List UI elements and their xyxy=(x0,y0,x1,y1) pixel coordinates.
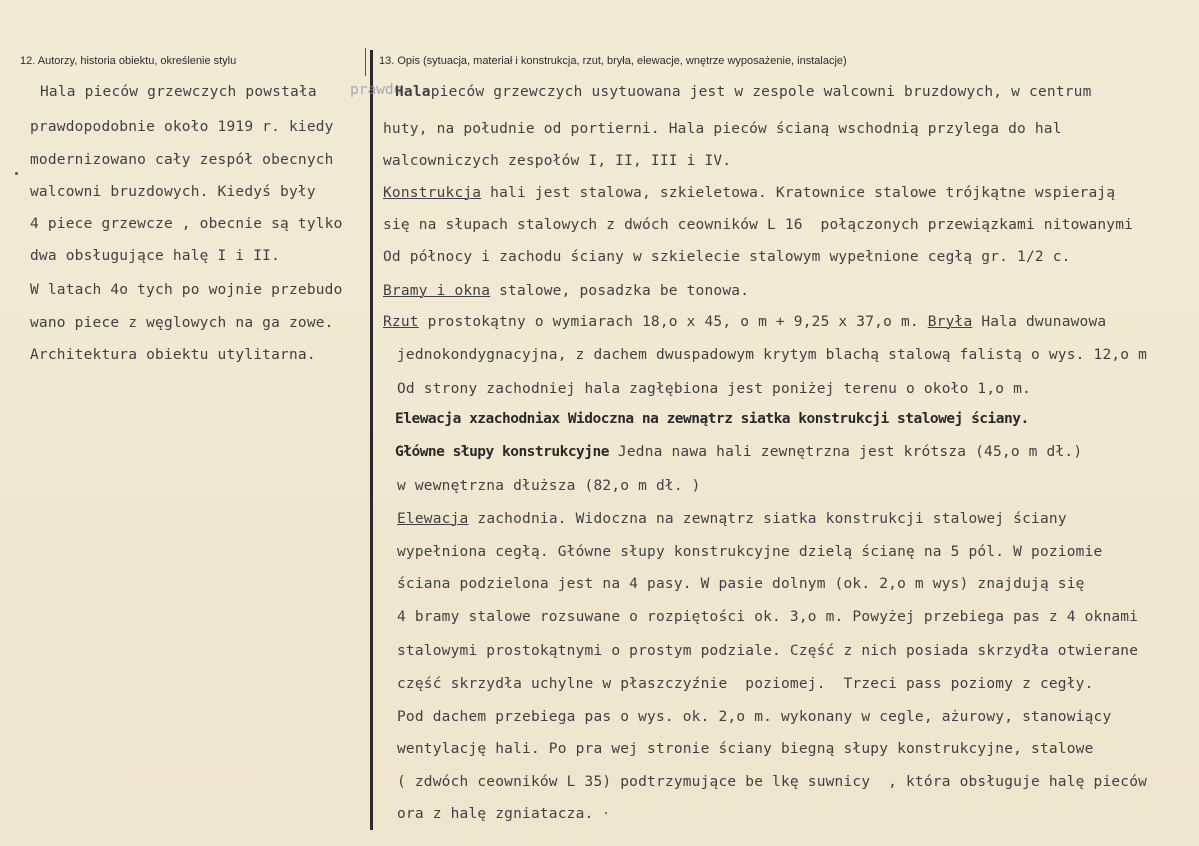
left-line-3: modernizowano cały zespół obecnych xyxy=(30,152,334,168)
ink-mark xyxy=(15,172,18,175)
right-line-7-text: stalowe, posadzka be tonowa. xyxy=(490,283,750,299)
right-line-20: Pod dachem przebiega pas o wys. ok. 2,o m. wykonany w cegle, ażurowy, stanowiący xyxy=(397,709,1112,725)
heading-elewacja: Elewacja xyxy=(397,511,469,527)
right-line-1-text: pieców grzewczych usytuowana jest w zespole walcowni bruzdowych, w centrum xyxy=(430,84,1092,100)
header-description: 13. Opis (sytuacja, materiał i konstrukcja, rzut, bryła, elewacje, wnętrze wyposażenie, instalacje) xyxy=(379,55,847,67)
left-line-5: 4 piece grzewcze , obecnie są tylko xyxy=(30,216,343,232)
left-line-6: dwa obsługujące halę I i II. xyxy=(30,248,281,264)
left-line-1: Hala pieców grzewczych powstała xyxy=(40,84,317,100)
heading-bryla: Bryła xyxy=(927,314,973,330)
right-line-8 xyxy=(383,314,1106,330)
right-line-9: jednokondygnacyjna, z dachem dwuspadowym krytym blachą stalową falistą o wys. 12,o m xyxy=(397,347,1148,363)
left-line-4: walcowni bruzdowych. Kiedyś były xyxy=(30,184,316,200)
hala-word: Hala xyxy=(395,84,431,100)
left-line-8: wano piece z węglowych na ga zowe. xyxy=(30,315,334,331)
left-line-7: W latach 4o tych po wojnie przebudo xyxy=(30,282,343,298)
header-authors-history: 12. Autorzy, historia obiektu, określenie stylu xyxy=(20,55,237,67)
right-line-11-struck: Elewacja xzachodniax Widoczna na zewnątrz siatka konstrukcji stalowej ściany. xyxy=(395,411,1029,427)
right-line-4-text: hali jest stalowa, szkieletowa. Kratownice stalowe trójkątne wspierają xyxy=(481,185,1116,201)
column-divider-thin xyxy=(365,48,366,76)
right-line-8-text: prostokątny o wymiarach 18,o x 45, o m + 9,25 x 37,o m. xyxy=(418,314,928,330)
left-line-2: prawdopodobnie około 1919 r. kiedy xyxy=(30,119,334,135)
right-line-13: w wewnętrzna dłuższa (82,o m dł. ) xyxy=(397,478,701,494)
ink-mark xyxy=(605,812,607,814)
heading-konstrukcja: Konstrukcja xyxy=(383,185,482,201)
right-line-7 xyxy=(383,283,749,299)
right-line-6: Od północy i zachodu ściany w szkielecie stalowym wypełnione cegłą gr. 1/2 c. xyxy=(383,249,1071,265)
column-divider xyxy=(370,50,373,830)
right-line-4 xyxy=(383,185,1115,201)
right-line-23: ora z halę zgniatacza. xyxy=(397,806,594,822)
right-line-14 xyxy=(397,511,1067,527)
struck-out-text: Główne słupy konstrukcyjne xyxy=(395,444,609,460)
right-line-10: Od strony zachodniej hala zagłębiona jest poniżej terenu o około 1,o m. xyxy=(397,381,1032,397)
right-line-21: wentylację hali. Po pra wej stronie ściany biegną słupy konstrukcyjne, stalowe xyxy=(397,741,1094,757)
right-line-19: część skrzydła uchylne w płaszczyźnie poziomej. Trzeci pass poziomy z cegły. xyxy=(397,676,1094,692)
right-line-5: się na słupach stalowych z dwóch ceowników L 16 połączonych przewiązkami nitowanymi xyxy=(383,217,1134,233)
right-line-16: ściana podzielona jest na 4 pasy. W pasie dolnym (ok. 2,o m wys) znajdują się xyxy=(397,576,1085,592)
right-line-18: stalowymi prostokątnymi o prostym podziale. Część z nich posiada skrzydła otwierane xyxy=(397,643,1139,659)
right-line-22: ( zdwóch ceowników L 35) podtrzymujące be lkę suwnicy , która obsługuje halę pieców xyxy=(397,774,1148,790)
right-line-2: huty, na południe od portierni. Hala pieców ścianą wschodnią przylega do hal xyxy=(383,121,1062,137)
right-line-8-tail: Hala dwunawowa xyxy=(972,314,1107,330)
faded-overtype-text: prawdo xyxy=(350,82,403,98)
right-line-17: 4 bramy stalowe rozsuwane o rozpiętości ok. 3,o m. Powyżej przebiega pas z 4 oknami xyxy=(397,609,1139,625)
right-line-3: walcowniczych zespołów I, II, III i IV. xyxy=(383,153,732,169)
heading-bramy-i-okna: Bramy i okna xyxy=(383,283,491,299)
right-line-14-text: zachodnia. Widoczna na zewnątrz siatka konstrukcji stalowej ściany xyxy=(468,511,1067,527)
heading-rzut: Rzut xyxy=(383,314,419,330)
right-line-12-text: Jedna nawa hali zewnętrzna jest krótsza (45,o m dł.) xyxy=(608,444,1083,460)
right-line-15: wypełniona cegłą. Główne słupy konstrukcyjne dzielą ścianę na 5 pól. W poziomie xyxy=(397,544,1103,560)
right-line-1 xyxy=(395,84,1092,100)
left-line-9: Architektura obiektu utylitarna. xyxy=(30,347,316,363)
right-line-12 xyxy=(395,444,1082,460)
